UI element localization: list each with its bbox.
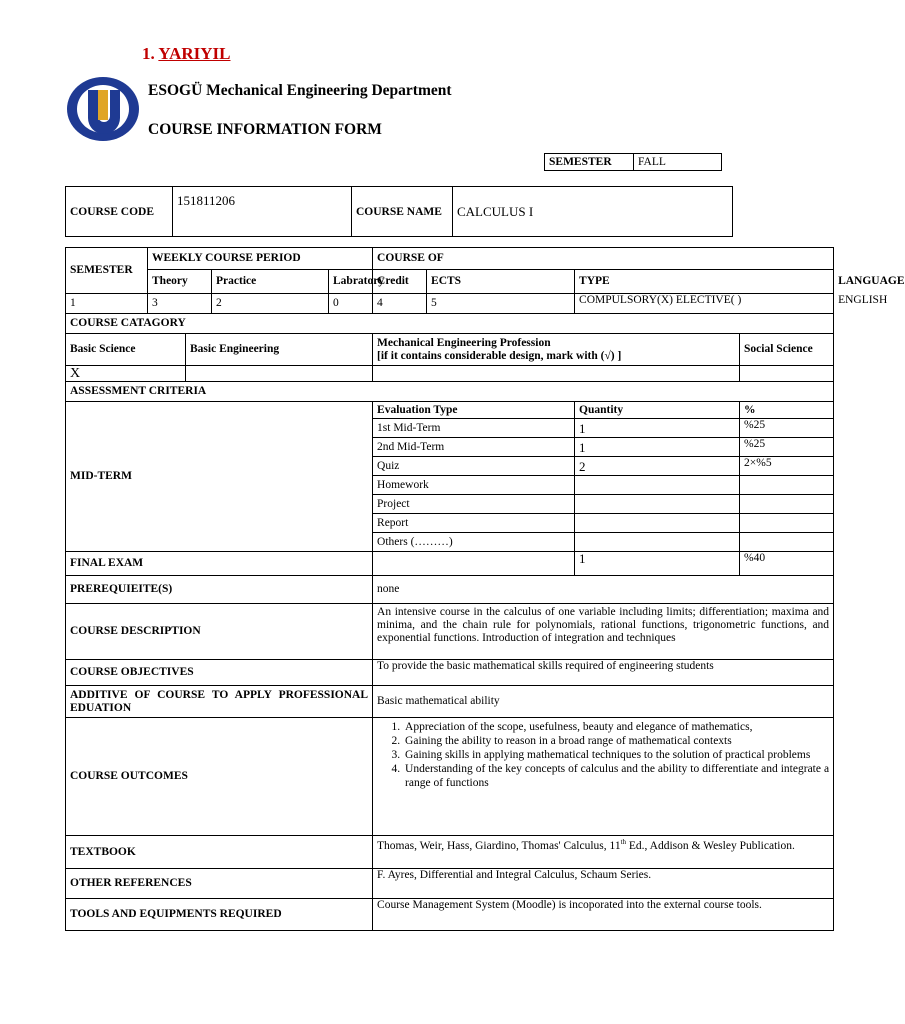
- eval-row-quantity: [575, 514, 740, 533]
- outcome-item: 1. Appreciation of the scope, usefulness, beauty and elegance of mathematics,: [403, 720, 829, 734]
- course-of-label: COURSE OF: [373, 248, 834, 270]
- quantity-header: Quantity: [575, 402, 740, 419]
- eval-row-percent: 2×%5: [740, 457, 834, 476]
- other-references-label: OTHER REFERENCES: [66, 869, 373, 899]
- ects-value: 5: [427, 294, 575, 314]
- course-name-value: CALCULUS I: [453, 187, 733, 237]
- eval-row-type: 2nd Mid-Term: [373, 438, 575, 457]
- credit-label: Credit: [373, 270, 427, 294]
- other-references-value: F. Ayres, Differential and Integral Calculus, Schaum Series.: [373, 869, 834, 899]
- university-logo: [64, 74, 142, 144]
- additive-label: ADDITIVE OF COURSE TO APPLY PROFESSIONAL EDUATION: [66, 686, 373, 718]
- basic-science-label: Basic Science: [66, 334, 186, 366]
- practice-label: Practice: [212, 270, 329, 294]
- type-value: COMPULSORY(X) ELECTIVE( ): [575, 294, 834, 314]
- final-exam-quantity: 1: [575, 552, 740, 576]
- objectives-value: To provide the basic mathematical skills required of engineering students: [373, 660, 834, 686]
- credit-value: 4: [373, 294, 427, 314]
- theory-value: 3: [148, 294, 212, 314]
- weekly-period-label: WEEKLY COURSE PERIOD: [148, 248, 373, 270]
- basic-science-mark: X: [66, 366, 186, 382]
- textbook-value: [373, 836, 834, 869]
- percent-header: %: [740, 402, 834, 419]
- description-value: An intensive course in the calculus of one variable including limits; differentiation; maxima and minima, and the chain rule for polynomials, rational functions, trigonometric functions, and exponential functions. Introduction of integration and techniques: [373, 604, 834, 660]
- midterm-label: MID-TERM: [66, 402, 373, 552]
- basic-engineering-mark: [186, 366, 373, 382]
- eval-row-quantity: [575, 495, 740, 514]
- textbook-text-post: Ed., Addison & Wesley Publication.: [626, 839, 795, 852]
- lab-label: Labratory: [329, 270, 373, 294]
- eval-row-percent: %25: [740, 438, 834, 457]
- course-name-label: COURSE NAME: [352, 187, 453, 237]
- outcomes-list-cell: [373, 718, 834, 836]
- final-exam-percent: %40: [740, 552, 834, 576]
- description-label: COURSE DESCRIPTION: [66, 604, 373, 660]
- eval-row-quantity: 1: [575, 419, 740, 438]
- theory-label: Theory: [148, 270, 212, 294]
- category-label: COURSE CATAGORY: [66, 314, 834, 334]
- textbook-text: Thomas, Weir, Hass, Giardino, Thomas' Calculus, 11: [377, 839, 621, 852]
- type-label: TYPE: [575, 270, 834, 294]
- outcome-item: 2. Gaining the ability to reason in a broad range of mathematical contexts: [403, 734, 829, 748]
- eval-row-quantity: [575, 533, 740, 552]
- semester-box-label: SEMESTER: [545, 154, 634, 171]
- outcome-item: 4. Understanding of the key concepts of calculus and the ability to differentiate and integrate a range of functions: [403, 762, 829, 790]
- semester-box: [544, 153, 722, 171]
- eval-row-type: 1st Mid-Term: [373, 419, 575, 438]
- profession-mark: [373, 366, 740, 382]
- heading-number: 1.: [142, 44, 155, 63]
- heading-title: YARIYIL: [158, 44, 231, 63]
- tools-value: Course Management System (Moodle) is incoporated into the external course tools.: [373, 899, 834, 931]
- eval-row-type: Homework: [373, 476, 575, 495]
- eval-row-percent: [740, 495, 834, 514]
- eval-row-type: Quiz: [373, 457, 575, 476]
- form-title: COURSE INFORMATION FORM: [148, 121, 382, 138]
- final-exam-label: FINAL EXAM: [66, 552, 373, 576]
- semester-heading: [142, 44, 231, 64]
- eval-row-type: Report: [373, 514, 575, 533]
- objectives-label: COURSE OBJECTIVES: [66, 660, 373, 686]
- eval-row-type: Others (………): [373, 533, 575, 552]
- eval-row-percent: [740, 514, 834, 533]
- profession-line2: [if it contains considerable design, mark with (√) ]: [377, 349, 622, 362]
- eval-row-type: Project: [373, 495, 575, 514]
- additive-value: Basic mathematical ability: [373, 686, 834, 718]
- semester-box-value: FALL: [634, 154, 722, 171]
- textbook-label: TEXTBOOK: [66, 836, 373, 869]
- basic-engineering-label: Basic Engineering: [186, 334, 373, 366]
- outcomes-list: [377, 720, 829, 790]
- course-code-value: 151811206: [173, 187, 352, 237]
- prerequisites-label: PREREQUIEITE(S): [66, 576, 373, 604]
- eval-row-quantity: [575, 476, 740, 495]
- social-science-mark: [740, 366, 834, 382]
- course-code-label: COURSE CODE: [66, 187, 173, 237]
- final-exam-type: [373, 552, 575, 576]
- course-details-table: SEMESTER WEEKLY COURSE PERIOD COURSE OF Theory Practice Labratory Credit ECTS TYPE LANGUAGE 1 3 2 0 4 5 COMPULSORY(X) ELECTIVE( ) ENGLISH COURSE CATAGORY Basic Science Basic Engineering Mechanical Engineering Profession [if it contains considerable design, mark with (√) ] Social Science X ASSESSMENT CRITERIA MID-TERM Evaluation Type Quantity % 1st Mid-Term 1 %25 2nd Mid-Term 1 %25 Quiz 2 2×%5 Homework Project Report Others (………) FINAL EXAM 1 %40 PREREQUIEITE(S) none COURSE DESCRIPTION An intensive course in the calculus of one variable including limits; differentiation; maxima and minima, and the chain rule for polynomials, rational functions, trigonometric functions, and exponential functions. Introduction of integration and techniques COURSE OBJECTIVES To provide the basic mathematical skills required of engineering students ADDITIVE OF COURSE TO APPLY PROFESSIONAL EDUATION Basic mathematical ability COURSE OUTCOMES 1. Appreciation of the scope, usefulness, beauty and elegance of mathematics, 2. Gaining the ability to reason in a broad range of mathematical contexts 3. Gaining skills in applying mathematical techniques to the solution of practical problems 4. Understanding of the key concepts of calculus and the ability to differentiate and integrate a range of functions TEXTBOOK Thomas, Weir, Hass, Giardino, Thomas' Calculus, 11th Ed., Addison & Wesley Publication. OTHER REFERENCES F. Ayres, Differential and Integral Calculus, Schaum Series. TOOLS AND EQUIPMENTS REQUIRED Course Management System (Moodle) is incoporated into the external course tools.: [65, 247, 834, 931]
- eval-row-quantity: 1: [575, 438, 740, 457]
- lab-value: 0: [329, 294, 373, 314]
- practice-value: 2: [212, 294, 329, 314]
- outcomes-label: COURSE OUTCOMES: [66, 718, 373, 836]
- textbook-sup: th: [620, 838, 627, 846]
- outcome-item: 3. Gaining skills in applying mathematical techniques to the solution of practical problems: [403, 748, 829, 762]
- profession-line1: Mechanical Engineering Profession: [377, 336, 551, 349]
- eval-row-percent: [740, 533, 834, 552]
- prerequisites-value: none: [373, 576, 834, 604]
- tools-label: TOOLS AND EQUIPMENTS REQUIRED: [66, 899, 373, 931]
- period-semester-label: SEMESTER: [66, 248, 148, 294]
- ects-label: ECTS: [427, 270, 575, 294]
- eval-row-percent: [740, 476, 834, 495]
- eval-row-quantity: 2: [575, 457, 740, 476]
- eval-row-percent: %25: [740, 419, 834, 438]
- course-identity-table: [65, 186, 733, 237]
- social-science-label: Social Science: [740, 334, 834, 366]
- assessment-label: ASSESSMENT CRITERIA: [66, 382, 834, 402]
- department-name: ESOGÜ Mechanical Engineering Department: [148, 82, 452, 99]
- profession-label: [373, 334, 740, 366]
- eval-type-header: Evaluation Type: [373, 402, 575, 419]
- semester-value: 1: [66, 294, 148, 314]
